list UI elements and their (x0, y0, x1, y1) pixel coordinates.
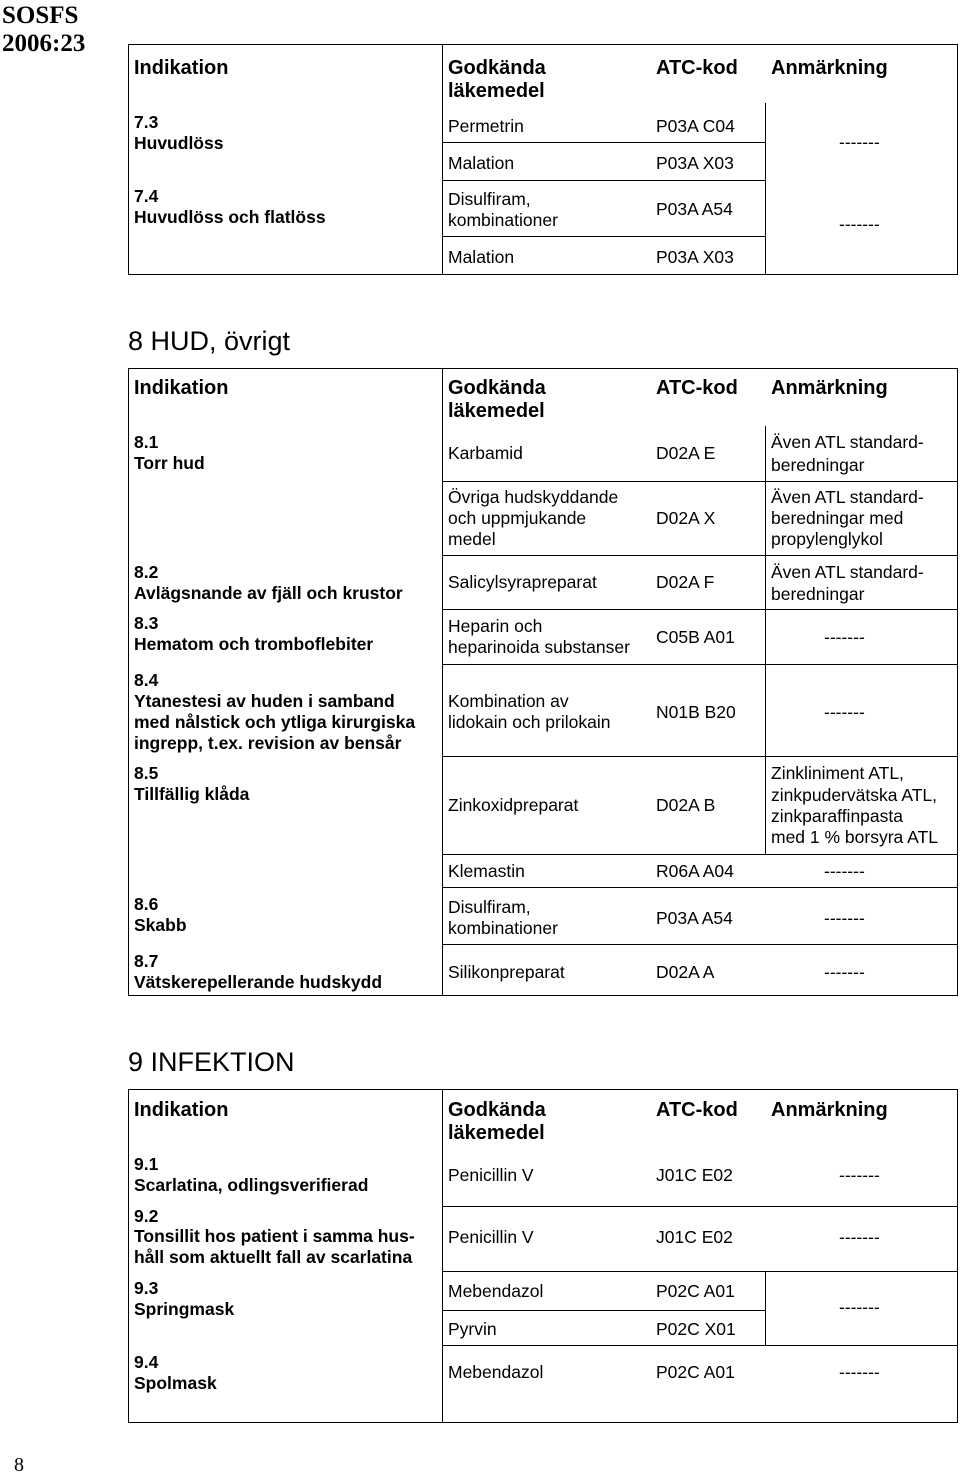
drug-name: Kombination av (448, 691, 569, 711)
atc-code: D02A B (656, 795, 716, 815)
indication-name: med nålstick och ytliga kirurgiska (134, 712, 416, 732)
indication-number: 8.7 (134, 951, 159, 971)
remark: Även ATL standard- (771, 432, 924, 452)
divider (442, 1345, 958, 1346)
drug-name: lidokain och prilokain (448, 712, 611, 732)
drug-name: Silikonpreparat (448, 962, 565, 982)
remark-dash: ------- (824, 908, 865, 928)
col-header-remark: Anmärkning (771, 1099, 888, 1121)
indication-number: 8.3 (134, 613, 159, 633)
drug-name: Klemastin (448, 861, 525, 881)
divider (442, 887, 958, 888)
indication-name: ingrepp, t.ex. revision av bensår (134, 733, 402, 753)
divider (765, 103, 766, 275)
drug-name: kombinationer (448, 210, 558, 230)
drug-name: Karbamid (448, 443, 523, 463)
remark: propylenglykol (771, 529, 883, 549)
atc-code: P03A X03 (656, 153, 734, 173)
divider (442, 756, 958, 757)
divider (442, 854, 958, 855)
indication-number: 9.4 (134, 1352, 159, 1372)
drug-name: Zinkoxidpreparat (448, 795, 579, 815)
document-header (2, 2, 85, 58)
divider (442, 1206, 958, 1207)
indication-number: 7.3 (134, 112, 159, 132)
indication-number: 8.6 (134, 894, 159, 914)
remark: beredningar (771, 455, 865, 475)
divider (442, 664, 958, 665)
col-header-drug-2: läkemedel (448, 1122, 545, 1144)
drug-name: Salicylsyrapreparat (448, 572, 597, 592)
section-9-title: 9 INFEKTION (128, 1047, 295, 1077)
atc-code: P02C A01 (656, 1362, 735, 1382)
col-header-indication: Indikation (134, 57, 229, 79)
remark: zinkparaffinpasta (771, 806, 903, 826)
remark-dash: ------- (824, 627, 865, 647)
col-header-indication: Indikation (134, 377, 229, 399)
section-8-title: 8 HUD, övrigt (128, 326, 291, 356)
remark: zinkpudervätska ATL, (771, 785, 938, 805)
divider (442, 944, 958, 945)
atc-code: P03A C04 (656, 116, 735, 136)
indication-name: Springmask (134, 1299, 235, 1319)
indication-name: Vätskerepellerande hudskydd (134, 972, 383, 992)
divider (765, 426, 766, 854)
indication-number: 8.5 (134, 763, 159, 783)
remark-dash: ------- (839, 1227, 880, 1247)
remark: beredningar (771, 584, 865, 604)
indication-number: 8.4 (134, 670, 159, 690)
remark: Även ATL standard- (771, 562, 924, 582)
divider (442, 236, 766, 237)
atc-code: D02A E (656, 443, 716, 463)
remark-dash: ------- (824, 962, 865, 982)
atc-code: P03A A54 (656, 908, 733, 928)
indication-name: Torr hud (134, 453, 205, 473)
drug-name: medel (448, 529, 496, 549)
divider (442, 142, 766, 143)
col-header-drug-2: läkemedel (448, 400, 545, 422)
indication-number: 9.3 (134, 1278, 159, 1298)
atc-code: C05B A01 (656, 627, 735, 647)
remark: beredningar med (771, 508, 904, 528)
atc-code: D02A A (656, 962, 715, 982)
remark-dash: ------- (839, 1297, 880, 1317)
indication-name: Huvudlöss (134, 133, 224, 153)
indication-name: Spolmask (134, 1373, 217, 1393)
remark-dash: ------- (839, 1362, 880, 1382)
drug-name: heparinoida substanser (448, 637, 630, 657)
page-number: 8 (14, 1454, 24, 1476)
drug-name: Mebendazol (448, 1281, 544, 1301)
indication-number: 7.4 (134, 186, 159, 206)
col-header-remark: Anmärkning (771, 57, 888, 79)
drug-name: Permetrin (448, 116, 524, 136)
remark-dash: ------- (824, 702, 865, 722)
indication-name: Scarlatina, odlingsverifierad (134, 1175, 369, 1195)
drug-name: Penicillin V (448, 1165, 534, 1185)
col-header-drug-2: läkemedel (448, 80, 545, 102)
atc-code: D02A X (656, 508, 716, 528)
drug-name: och uppmjukande (448, 508, 587, 528)
atc-code: P03A X03 (656, 247, 734, 267)
drug-name: Malation (448, 247, 515, 267)
drug-name: Övriga hudskyddande (448, 487, 619, 507)
indication-name: Skabb (134, 915, 187, 935)
col-header-remark: Anmärkning (771, 377, 888, 399)
header-line-2: 2006:23 (2, 30, 86, 57)
atc-code: N01B B20 (656, 702, 736, 722)
divider (442, 44, 443, 275)
divider (442, 1271, 958, 1272)
drug-name: Disulfiram, (448, 189, 531, 209)
remark: Zinkliniment ATL, (771, 763, 904, 783)
divider (442, 1310, 766, 1311)
drug-name: Disulfiram, (448, 897, 531, 917)
atc-code: R06A A04 (656, 861, 734, 881)
atc-code: D02A F (656, 572, 715, 592)
atc-code: P03A A54 (656, 199, 733, 219)
indication-number: 9.1 (134, 1154, 159, 1174)
drug-name: Pyrvin (448, 1319, 497, 1339)
indication-number: 9.2 (134, 1206, 159, 1226)
indication-number: 8.1 (134, 432, 159, 452)
divider (442, 609, 958, 610)
drug-name: kombinationer (448, 918, 558, 938)
remark-dash: ------- (824, 861, 865, 881)
col-header-indication: Indikation (134, 1099, 229, 1121)
atc-code: J01C E02 (656, 1227, 733, 1247)
indication-name: Hematom och tromboflebiter (134, 634, 374, 654)
divider (442, 555, 958, 556)
divider (765, 1271, 766, 1345)
indication-number: 8.2 (134, 562, 159, 582)
col-header-drug-1: Godkända (448, 1099, 546, 1121)
atc-code: J01C E02 (656, 1165, 733, 1185)
col-header-atc: ATC-kod (656, 57, 738, 79)
indication-name: Tillfällig klåda (134, 784, 250, 804)
header-line-1: SOSFS (2, 2, 79, 29)
indication-name: Huvudlöss och flatlöss (134, 207, 326, 227)
col-header-atc: ATC-kod (656, 377, 738, 399)
col-header-drug-1: Godkända (448, 57, 546, 79)
drug-name: Penicillin V (448, 1227, 534, 1247)
remark-dash: ------- (839, 1165, 880, 1185)
indication-name: håll som aktuellt fall av scarlatina (134, 1247, 413, 1267)
drug-name: Heparin och (448, 616, 543, 636)
indication-name: Avlägsnande av fjäll och krustor (134, 583, 403, 603)
indication-name: Ytanestesi av huden i samband (134, 691, 395, 711)
drug-name: Malation (448, 153, 515, 173)
remark: Även ATL standard- (771, 487, 924, 507)
indication-name: Tonsillit hos patient i samma hus- (134, 1226, 415, 1246)
atc-code: P02C X01 (656, 1319, 736, 1339)
remark-dash: ------- (839, 214, 880, 234)
col-header-atc: ATC-kod (656, 1099, 738, 1121)
remark-dash: ------- (839, 132, 880, 152)
divider (442, 1089, 443, 1423)
col-header-drug-1: Godkända (448, 377, 546, 399)
drug-name: Mebendazol (448, 1362, 544, 1382)
remark: med 1 % borsyra ATL (771, 827, 938, 847)
divider (442, 368, 443, 996)
atc-code: P02C A01 (656, 1281, 735, 1301)
divider (442, 481, 958, 482)
divider (442, 180, 766, 181)
